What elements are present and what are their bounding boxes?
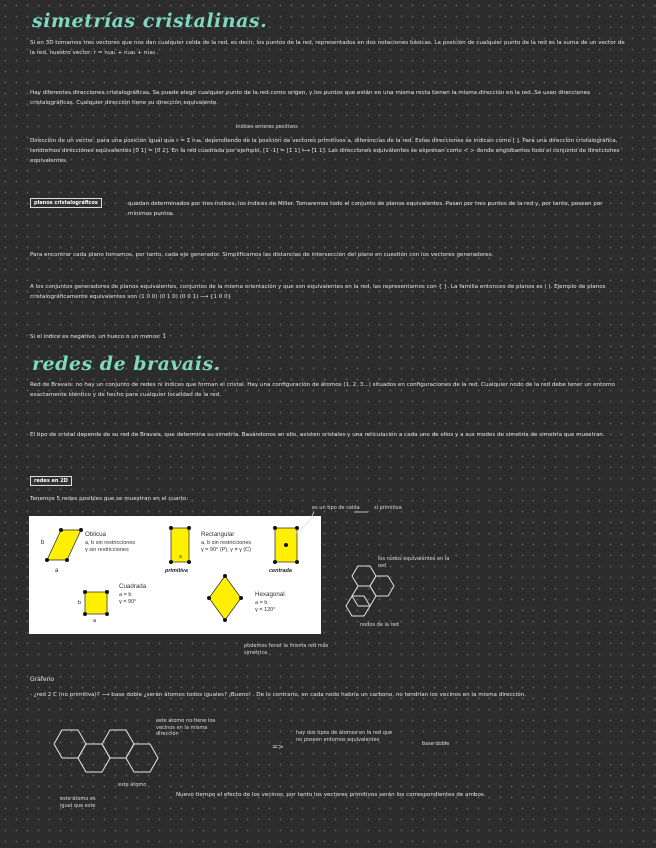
square-title: Cuadrada [119,583,147,590]
square-cell-shape [85,592,107,614]
centrada-label: centrada [269,568,292,574]
paragraph-1: Si en 3D tomamos tres vectores que nos dan cualquier celda de la red, es decir, los puntos de la red, representados en dos notaciones básicas. La posición de cualquier punto de la red es la suma de un vector de la red, nuestro vector: r = n₁a₁ + n₂a₂ + n₃a₃ . [30,40,625,56]
graphene-note-1: hay dos tipos de átomos en la red que no poseen entornos equivalentes [296,730,393,743]
graphene-label-1: este átomo [118,782,147,788]
oblique-a-label: a [55,568,59,574]
oblique-title: Oblicua [85,531,106,538]
paragraph-3: Dirección de un vector, para una posición igual que r = Σ nᵢaᵢ, dependiendo de la posición de vectores primitivos a, diferencias de la red. Estas direcciones se indican como [ ]. Para una dirección cristalográfica, tendremos direcciones equivalentes [0 1] = [0 2]. En la red cuadrada por ejemplo, [1 -1] = [1 1] ⟷ [1 1]. Las direcciones equivalentes se expresan como < > donde englobamos todo el conjunto de direcciones equivalentes. [30,138,620,164]
grafeno-title: Grafeno [30,676,55,683]
centered-arrow [290,508,370,538]
paragraph-2: Hay diferentes direcciones cristalográficas. Se puede elegir cualquier punto de la red como origen, y los puntos que están en una misma recta tienen la misma dirección en la red. Se usan direcciones cristalográficas. Cualquier dirección tiene su dirección equivalente. [30,90,591,106]
hexagonal-title: Hexagonal [255,591,285,598]
hex-note-1: nodos de la red [360,622,399,628]
hexagonal-line-2: γ = 120° [255,607,276,613]
formula-annotation: índices enteros positivos [236,124,298,130]
graphene-note-2: base doble [422,741,450,747]
rect-a-label: a [179,554,182,560]
hex-note-2: los nodos equivalentes en la red [378,556,450,569]
paragraph-5: Para encontrar cada plano tomamos, por tanto, cada eje generador. Simplificamos las distancias de intersección del plano en cuestión con los vectores generadores. [30,252,494,258]
graphene-arrow: => [272,743,284,751]
bravais-lattice-figure [29,516,321,634]
graphene-final: Nuevo tiempo el efecto de los vecinos, por tanto los vectores primitivos serán los correspondientes de ambos. [176,792,486,798]
paragraph-bravais-2: El tipo de cristal depende de su red de Bravais, que determina su simetría. Basándonos en ello, existen cristales y una reticulación a cada uno de ellos y a sus modos de simetría de simetría que muestran. [30,432,605,438]
square-a-label: a [93,618,97,624]
paragraph-6: A los conjuntos generadores de planos equivalentes, conjuntos de la misma orientación y que son equivalentes en la red, las representamos con { }. La familia entonces de planos es ( ). Ejemplo de planos cristalográficamente equivalentes son (1 0 0) (0 1 0) (0 0 1) ⟶ {1 0 0} [30,284,606,300]
section-tag-planos: planos cristalográficos [30,198,102,208]
hexagonal-line-1: a = b [255,600,268,606]
honeycomb-sketch [338,560,408,620]
paragraph-bravais-1: Red de Bravais: no hay un conjunto de redes ni índices que forman el cristal. Hay una configuración de átomos (1, 2, 3...) situados en configuraciones de la red. Cualquier nodo de la red debe tener un entorno exactamente idéntico y de hecho para cualquier localidad de la red. [30,382,615,398]
square-b-label: b [78,600,82,606]
bravais-figure-svg [29,516,321,634]
paragraph-4: quedan determinados por tres índices, los índices de Miller. Tomaremos todo el conjunto de planos equivalentes. Pasan por tres puntos de la red y, por tanto, poseen por mínimos puntos. [128,201,603,217]
section-title-bravais: redes de bravais. [32,353,221,375]
centered-annotation: es un tipo de celda [312,505,360,511]
rectangular-title: Rectangular [201,531,235,538]
bottom-arrow-note: podemos tener la misma red más simétrica [244,643,329,656]
graphene-label-2: este átomo no tiene los vecinos en la misma dirección [156,718,216,737]
oblique-b-label: b [41,540,45,546]
primitiva-label: primitiva [165,568,188,574]
paragraph-7: Si el índice es negativo, un hueco o un menos: 1̄ [30,334,167,340]
section-tag-2d: redes en 2D [30,476,72,486]
page-title: simetrías cristalinas. [32,10,268,32]
oblique-line-1: a, b sin restricciones [85,540,136,546]
square-line-2: γ = 90° [119,599,137,605]
paragraph-bravais-3: Tenemos 5 redes posibles que se muestran en el cuarto: [30,496,189,502]
oblique-cell-shape [47,530,81,560]
square-line-1: a = b [119,592,132,598]
grafeno-bullet: - ¿red 2 C (no primitiva)? ⟶ base doble ¿serán átomos todos iguales? ¡Bueno! . De lo contrario, en cada nodo habría un carbono, no tendrían los vecinos en la misma dirección. [30,692,526,698]
centered-annotation-target: sí primitiva [374,505,402,511]
rectangular-line-2: γ = 90° (P), γ ≠ γ (C) [201,547,251,553]
graphene-sketch [44,722,164,782]
graphene-label-3: este átomo es igual que este [60,796,96,809]
rectangular-line-1: a, b sin restricciones [201,540,252,546]
oblique-line-2: γ sin restricciones [85,547,129,553]
hexagonal-cell-shape [209,576,241,620]
